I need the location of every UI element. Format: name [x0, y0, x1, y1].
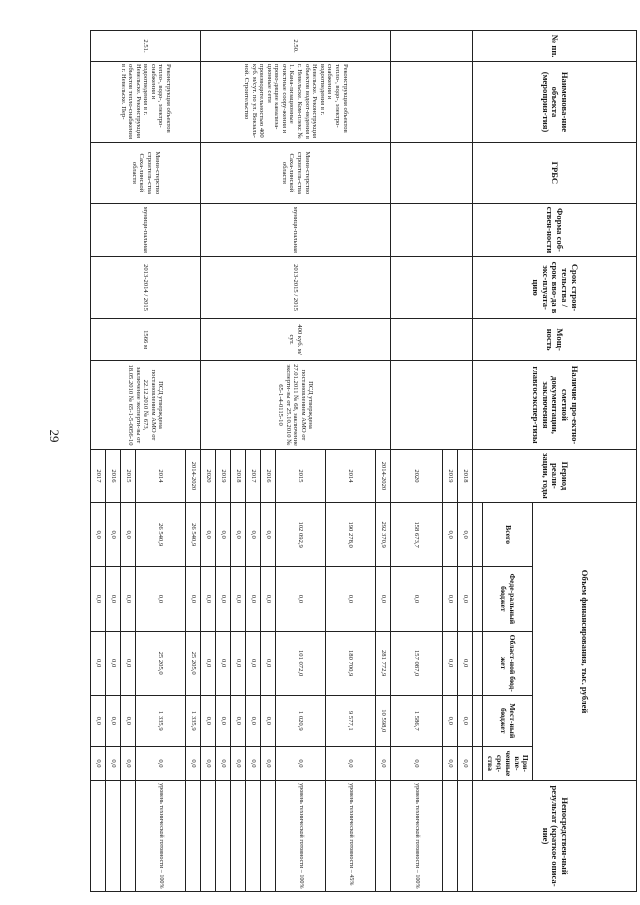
- result-cell: [458, 781, 473, 892]
- local-cell: 0,0: [261, 695, 276, 746]
- attracted-cell: 0,0: [261, 746, 276, 780]
- period-cell: 2016: [106, 449, 121, 502]
- attracted-cell: 0,0: [458, 746, 473, 780]
- local-cell: 1 020,9: [276, 695, 326, 746]
- result-cell: [261, 781, 276, 892]
- attracted-cell: 0,0: [106, 746, 121, 780]
- header-attracted: При-вле-ченные сред-ства: [483, 746, 533, 780]
- rotated-table-frame: [94, 30, 637, 892]
- regional-cell: 0,0: [91, 631, 106, 695]
- header-financing: Объем финансирования, тыс. рублей: [533, 503, 637, 781]
- federal-cell: 0,0: [443, 567, 458, 631]
- result-cell: [246, 781, 261, 892]
- regional-cell: 101 072,0: [276, 631, 326, 695]
- regional-cell: 0,0: [443, 631, 458, 695]
- federal-cell: 0,0: [376, 567, 391, 631]
- regional-cell: 157 087,0: [391, 631, 443, 695]
- page-number: 29: [47, 429, 62, 443]
- local-cell: 1 586,7: [391, 695, 443, 746]
- period-cell: 2014-2020: [376, 449, 391, 502]
- federal-cell: 0,0: [326, 567, 376, 631]
- header-total: Всего: [483, 503, 533, 567]
- continued-cell: [391, 62, 473, 143]
- attracted-cell: 0,0: [443, 746, 458, 780]
- result-cell: уровень технической готовности – 100%: [136, 781, 186, 892]
- period-cell: 2017: [91, 449, 106, 502]
- header-federal: Феде-ральный бюджет: [483, 567, 533, 631]
- header-period: Период реали-зации, годы: [473, 449, 637, 502]
- result-cell: [216, 781, 231, 892]
- period-cell: 2018: [231, 449, 246, 502]
- local-cell: 0,0: [246, 695, 261, 746]
- local-cell: 1 335,9: [186, 695, 201, 746]
- total-cell: 0,0: [106, 503, 121, 567]
- period-cell: 2014: [326, 449, 376, 502]
- regional-cell: 281 772,9: [376, 631, 391, 695]
- local-cell: 1 335,9: [136, 695, 186, 746]
- total-cell: 26 540,9: [186, 503, 201, 567]
- regional-cell: 25 205,0: [186, 631, 201, 695]
- regional-cell: 0,0: [201, 631, 216, 695]
- local-cell: 0,0: [91, 695, 106, 746]
- header-form: Форма соб-ствен-ности: [473, 203, 637, 256]
- total-cell: 0,0: [246, 503, 261, 567]
- header-term: Срок строи-тельства / срок вво-да в экс-плуата-цию: [473, 257, 637, 319]
- regional-cell: 0,0: [458, 631, 473, 695]
- total-cell: 292 370,9: [376, 503, 391, 567]
- total-cell: 102 092,9: [276, 503, 326, 567]
- federal-cell: 0,0: [276, 567, 326, 631]
- period-cell: 2014: [136, 449, 186, 502]
- total-cell: 0,0: [231, 503, 246, 567]
- total-cell: 0,0: [261, 503, 276, 567]
- attracted-cell: 0,0: [121, 746, 136, 780]
- local-cell: 9 577,1: [326, 695, 376, 746]
- result-cell: уровень технической готовности – 45%: [326, 781, 376, 892]
- period-cell: 2018: [458, 449, 473, 502]
- federal-cell: 0,0: [106, 567, 121, 631]
- federal-cell: 0,0: [391, 567, 443, 631]
- header-grbs: ГРБС: [473, 142, 637, 203]
- continued-cell: [391, 361, 473, 450]
- header-capacity: Мощ-ность: [473, 319, 637, 361]
- total-cell: 190 278,0: [326, 503, 376, 567]
- federal-cell: 0,0: [121, 567, 136, 631]
- header-docs: Наличие про-ектно-сметной документации, заключения главгосэкспер-тизы: [473, 361, 637, 450]
- object-docs: ПСД утверждена постановлением АМО от 27.01.2011 № 68, заключение эксперти-зы от 25.10.2010 № 65-1-4-0115-10: [201, 361, 391, 450]
- header-num: № пп.: [473, 31, 637, 62]
- continued-cell: [391, 31, 473, 62]
- continued-cell: [391, 257, 473, 319]
- federal-cell: 0,0: [246, 567, 261, 631]
- federal-cell: 0,0: [136, 567, 186, 631]
- regional-cell: 180 700,9: [326, 631, 376, 695]
- period-cell: 2016: [261, 449, 276, 502]
- attracted-cell: 0,0: [276, 746, 326, 780]
- period-cell: 2015: [121, 449, 136, 502]
- object-form: муници-пальная: [201, 203, 391, 256]
- result-cell: [201, 781, 216, 892]
- federal-cell: 0,0: [201, 567, 216, 631]
- regional-cell: 0,0: [106, 631, 121, 695]
- result-cell: уровень технической готовности – 100%: [391, 781, 443, 892]
- object-grbs: Мини-стерство строитель-ства Саха-линской области: [91, 142, 201, 203]
- attracted-cell: 0,0: [391, 746, 443, 780]
- total-cell: 0,0: [121, 503, 136, 567]
- header-local: Мест-ный бюджет: [483, 695, 533, 746]
- federal-cell: 0,0: [458, 567, 473, 631]
- attracted-cell: 0,0: [326, 746, 376, 780]
- local-cell: 0,0: [443, 695, 458, 746]
- object-form: муници-пальная: [91, 203, 201, 256]
- federal-cell: 0,0: [186, 567, 201, 631]
- total-cell: 158 673,7: [391, 503, 443, 567]
- period-cell: 2017: [246, 449, 261, 502]
- object-grbs: Мини-стерство строитель-ства Саха-линской области: [201, 142, 391, 203]
- object-term: 2013-2014 / 2015: [91, 257, 201, 319]
- header-row-1: [533, 31, 637, 892]
- local-cell: 0,0: [216, 695, 231, 746]
- result-cell: [376, 781, 391, 892]
- period-cell: 2019: [443, 449, 458, 502]
- regional-cell: 0,0: [231, 631, 246, 695]
- attracted-cell: 0,0: [201, 746, 216, 780]
- attracted-cell: 0,0: [231, 746, 246, 780]
- period-cell: 2019: [216, 449, 231, 502]
- federal-cell: 0,0: [91, 567, 106, 631]
- header-result: Непосредствен-ный результат (краткое описа-ние): [473, 781, 637, 892]
- object-name: Реконструкция объектов тепло-, водо-, электро-снабжения и водоотведения в г. Невельске. Реконструкция объектов водоот-ведения в г. Невельске. Ком-плекс № 1. Кана-лизационные очистные соору-жения и прово-дящие канализа-ционные сети производительностью 400 куб. м/сут. по ул. Вокзаль-ной. Строительство: [201, 62, 391, 143]
- local-cell: 10 598,0: [376, 695, 391, 746]
- attracted-cell: 0,0: [136, 746, 186, 780]
- period-cell: 2020: [391, 449, 443, 502]
- continued-cell: [391, 319, 473, 361]
- attracted-cell: 0,0: [376, 746, 391, 780]
- regional-cell: 0,0: [216, 631, 231, 695]
- financing-table: [90, 30, 637, 892]
- table-row: [458, 31, 473, 892]
- period-cell: 2014-2020: [186, 449, 201, 502]
- table-row: [376, 31, 391, 892]
- object-number: 2.51.: [91, 31, 201, 62]
- attracted-cell: 0,0: [216, 746, 231, 780]
- local-cell: 0,0: [121, 695, 136, 746]
- local-cell: 0,0: [201, 695, 216, 746]
- local-cell: 0,0: [106, 695, 121, 746]
- period-cell: 2020: [201, 449, 216, 502]
- result-cell: [91, 781, 106, 892]
- period-cell: 2015: [276, 449, 326, 502]
- local-cell: 0,0: [458, 695, 473, 746]
- continued-cell: [391, 203, 473, 256]
- object-capacity: 1566 м: [91, 319, 201, 361]
- regional-cell: 0,0: [246, 631, 261, 695]
- result-cell: [106, 781, 121, 892]
- regional-cell: 0,0: [121, 631, 136, 695]
- local-cell: 0,0: [231, 695, 246, 746]
- regional-cell: 0,0: [261, 631, 276, 695]
- result-cell: [443, 781, 458, 892]
- result-cell: [121, 781, 136, 892]
- object-docs: ПСД утверждена постановлением АМО от 22.12.2010 № 673, заключение эксперти-зы от 18.05.2010 № 65-1-5-0056-10: [91, 361, 201, 450]
- header-name: Наименова-ние объекта (мероприя-тия): [473, 62, 637, 143]
- attracted-cell: 0,0: [246, 746, 261, 780]
- attracted-cell: 0,0: [186, 746, 201, 780]
- federal-cell: 0,0: [216, 567, 231, 631]
- total-cell: 26 540,9: [136, 503, 186, 567]
- object-number: 2.50.: [201, 31, 391, 62]
- table-row: [186, 31, 201, 892]
- header-regional: Област-ной бюд-жет: [483, 631, 533, 695]
- federal-cell: 0,0: [231, 567, 246, 631]
- result-cell: [186, 781, 201, 892]
- total-cell: 0,0: [201, 503, 216, 567]
- continued-cell: [391, 142, 473, 203]
- federal-cell: 0,0: [261, 567, 276, 631]
- object-term: 2013-2015 / 2015: [201, 257, 391, 319]
- object-name: Реконструкция объектов тепло-, водо-, электро-снабжения и водоотведения в г. Невельске. Реконструкция объектов тепло-снабжения в г. Невельске. Пер-: [91, 62, 201, 143]
- object-capacity: 400 куб. м/сут.: [201, 319, 391, 361]
- result-cell: [231, 781, 246, 892]
- total-cell: 0,0: [216, 503, 231, 567]
- attracted-cell: 0,0: [91, 746, 106, 780]
- total-cell: 0,0: [443, 503, 458, 567]
- total-cell: 0,0: [91, 503, 106, 567]
- regional-cell: 25 205,0: [136, 631, 186, 695]
- total-cell: 0,0: [458, 503, 473, 567]
- result-cell: уровень технической готовности – 100%: [276, 781, 326, 892]
